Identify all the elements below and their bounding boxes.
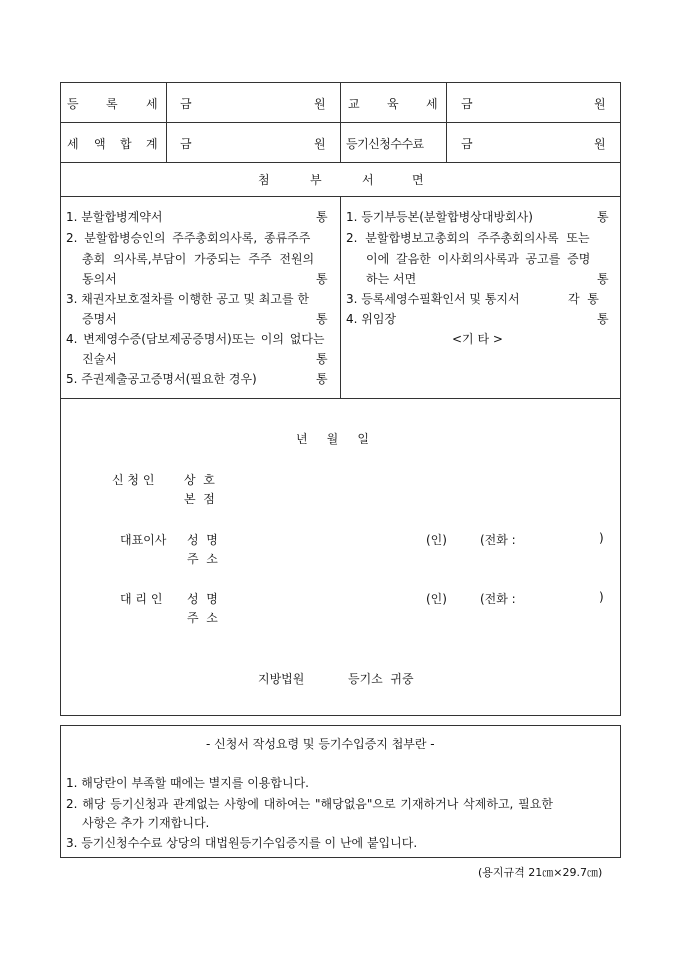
attachments-title-2: 부: [310, 173, 322, 187]
attachment-line: 2. 분할합병승인의 주주총회의사록, 종류주주: [66, 231, 311, 245]
head-office-label: 본 점: [184, 492, 215, 506]
attachment-line: 1. 등기부등본(분할합병상대방회사): [346, 210, 533, 224]
agent-address-label: 주 소: [187, 611, 218, 625]
divider: [340, 196, 341, 398]
education-tax-amount-field[interactable]: [480, 90, 590, 114]
representative-name-label: 성 명: [187, 533, 218, 547]
application-date: 년 월 일: [296, 432, 369, 446]
agent-seal: (인): [426, 592, 447, 606]
registry-office: 등기소 귀중: [348, 672, 414, 686]
filing-fee-amount-prefix: 금: [461, 137, 473, 151]
education-tax-label-1: 교: [348, 97, 360, 111]
attachment-line: 4. 위임장: [346, 312, 397, 326]
attachment-line: 2. 분할합병보고총회의 주주총회의사록 또는: [346, 231, 590, 245]
registration-tax-label-1: 등: [67, 97, 79, 111]
divider: [446, 82, 447, 162]
attachment-unit: 통: [597, 312, 609, 326]
tax-total-label-3: 합: [120, 137, 132, 151]
attachment-line: 진술서: [82, 352, 117, 366]
education-tax-label-2: 육: [387, 97, 399, 111]
attachment-line: 5. 주권제출공고증명서(필요한 경우): [66, 372, 257, 386]
representative-address-label: 주 소: [187, 552, 218, 566]
agent-label: 대 리 인: [120, 592, 163, 606]
tax-total-amount-prefix: 금: [180, 137, 192, 151]
attachment-unit: 통: [316, 312, 328, 326]
agent-phone-close: ): [599, 590, 604, 604]
attachment-unit: 통: [597, 210, 609, 224]
court-name: 지방법원: [258, 672, 305, 686]
representative-seal: (인): [426, 533, 447, 547]
attachments-title-1: 첨: [258, 173, 270, 187]
agent-phone-label: (전화 :: [480, 592, 516, 606]
attachment-line: 3. 등록세영수필확인서 및 통지서: [346, 292, 520, 306]
applicant-label: 신 청 인: [112, 473, 155, 487]
divider: [340, 82, 341, 162]
attachment-unit: 통: [316, 372, 328, 386]
representative-phone-label: (전화 :: [480, 533, 516, 547]
registration-tax-label-2: 록: [106, 97, 118, 111]
attachment-line: 이에 갈음한 이사회의사록과 공고를 증명: [366, 252, 591, 266]
attachment-line: 1. 분할합병계약서: [66, 210, 163, 224]
attachment-unit: 통: [316, 272, 328, 286]
education-tax-label-3: 세: [426, 97, 438, 111]
tax-total-amount-field[interactable]: [200, 130, 310, 154]
attachments-title-3: 서: [362, 173, 374, 187]
attachment-unit: 각 통: [568, 292, 599, 306]
trade-name-label: 상 호: [184, 473, 215, 487]
tax-total-label-1: 세: [67, 137, 79, 151]
divider: [166, 82, 167, 162]
attachment-line: 3. 채권자보호절차를 이행한 공고 및 최고를 한: [66, 292, 309, 306]
attachment-unit: 통: [316, 352, 328, 366]
form-frame: [60, 82, 621, 716]
agent-name-label: 성 명: [187, 592, 218, 606]
registration-tax-amount-prefix: 금: [180, 97, 192, 111]
attachments-title-4: 면: [412, 173, 424, 187]
note-item: 3. 등기신청수수료 상당의 대법원등기수입증지를 이 난에 붙입니다.: [66, 836, 418, 850]
paper-size-note: (용지규격 21㎝×29.7㎝): [478, 866, 603, 879]
attachment-line: 총회 의사록,부담이 가중되는 주주 전원의: [82, 252, 315, 266]
note-item: 2. 해당 등기신청과 관계없는 사항에 대하여는 "해당없음"으로 기재하거나 삭제하고, 필요한: [66, 797, 553, 811]
representative-label: 대표이사: [120, 533, 167, 547]
representative-phone-close: ): [599, 531, 604, 545]
filing-fee-amount-field[interactable]: [480, 130, 590, 154]
notes-title: - 신청서 작성요령 및 등기수입증지 첩부란 -: [206, 737, 435, 751]
note-item: 1. 해당란이 부족할 때에는 별지를 이용합니다.: [66, 776, 309, 790]
attachment-unit: 통: [597, 272, 609, 286]
tax-total-unit: 원: [314, 137, 326, 151]
attachment-line: 증명서: [82, 312, 117, 326]
attachment-line: 동의서: [82, 272, 117, 286]
tax-total-label-4: 계: [146, 137, 158, 151]
attachment-unit: 통: [316, 210, 328, 224]
divider: [60, 398, 621, 399]
filing-fee-label: 등기신청수수료: [346, 137, 424, 151]
education-tax-amount-prefix: 금: [461, 97, 473, 111]
education-tax-unit: 원: [594, 97, 606, 111]
registration-tax-label-3: 세: [146, 97, 158, 111]
note-item: 사항은 추가 기재합니다.: [82, 816, 210, 830]
attachment-line: 하는 서면: [366, 272, 417, 286]
filing-fee-unit: 원: [594, 137, 606, 151]
attachment-line: 4. 변제영수증(담보제공증명서)또는 이의 없다는: [66, 332, 325, 346]
registration-tax-unit: 원: [314, 97, 326, 111]
attachment-other: <기 타 >: [452, 332, 503, 346]
tax-total-label-2: 액: [94, 137, 106, 151]
registration-tax-amount-field[interactable]: [200, 90, 310, 114]
divider: [60, 162, 621, 163]
